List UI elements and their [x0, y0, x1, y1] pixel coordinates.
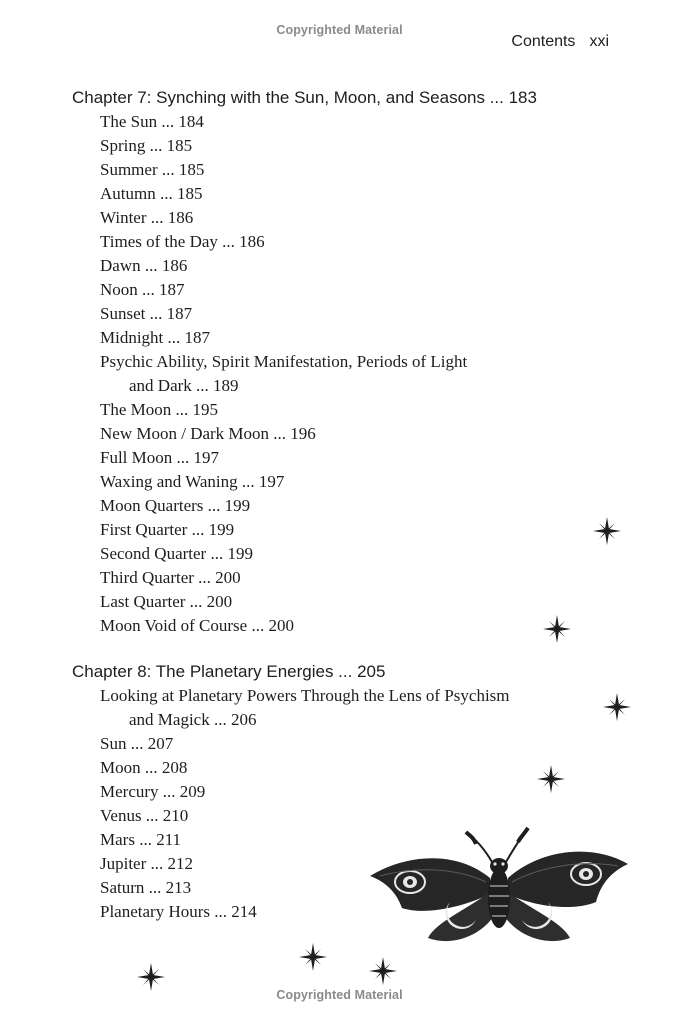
toc-entry: Saturn ... 213	[100, 878, 192, 897]
toc-entry: Noon ... 187	[100, 280, 185, 299]
toc-entry: The Moon ... 195	[100, 400, 219, 419]
toc-entry: Spring ... 185	[100, 136, 193, 155]
toc-entry: The Sun ... 184	[100, 112, 204, 131]
sparkle-star-icon	[368, 956, 398, 986]
toc-entry: Sunset ... 187	[100, 304, 193, 323]
toc-entry-line: Psychic Ability, Spirit Manifestation, Periods of Light	[100, 352, 468, 371]
toc-entry	[72, 684, 632, 732]
toc-entry: Moon Void of Course ... 200	[100, 616, 294, 635]
sparkle-star-icon	[592, 516, 622, 546]
toc-entry: Midnight ... 187	[100, 328, 211, 347]
toc-entry: Moon Quarters ... 199	[100, 496, 251, 515]
moth-illustration-icon	[366, 820, 632, 950]
toc-entry: Third Quarter ... 200	[100, 568, 241, 587]
toc-entry: Dawn ... 186	[100, 256, 188, 275]
toc-entry: Mars ... 211	[100, 830, 182, 849]
toc-entry: Last Quarter ... 200	[100, 592, 233, 611]
toc-entry: Second Quarter ... 199	[100, 544, 253, 563]
toc-entry: Times of the Day ... 186	[100, 232, 265, 251]
sparkle-star-icon	[298, 942, 328, 972]
table-of-contents	[72, 86, 632, 924]
toc-entry	[72, 350, 632, 398]
toc-entry: Venus ... 210	[100, 806, 189, 825]
toc-entry: Sun ... 207	[100, 734, 174, 753]
toc-entry: Autumn ... 185	[100, 184, 203, 203]
toc-entry: Summer ... 185	[100, 160, 205, 179]
toc-entry: Jupiter ... 212	[100, 854, 194, 873]
toc-entry: Mercury ... 209	[100, 782, 206, 801]
toc-entry: First Quarter ... 199	[100, 520, 235, 539]
running-head	[511, 33, 609, 51]
chapter-7-heading: Chapter 7: Synching with the Sun, Moon, and Seasons ... 183	[72, 88, 537, 107]
toc-entry-continuation: and Dark ... 189	[129, 376, 239, 395]
running-head-section: Contents	[511, 33, 576, 50]
toc-entry-continuation: and Magick ... 206	[129, 710, 257, 729]
watermark-top: Copyrighted Material	[276, 23, 403, 37]
toc-entry: New Moon / Dark Moon ... 196	[100, 424, 316, 443]
toc-entry: Full Moon ... 197	[100, 448, 220, 467]
sparkle-star-icon	[602, 692, 632, 722]
toc-entry: Moon ... 208	[100, 758, 188, 777]
chapter-8-heading: Chapter 8: The Planetary Energies ... 205	[72, 662, 386, 681]
sparkle-star-icon	[542, 614, 572, 644]
toc-entry: Waxing and Waning ... 197	[100, 472, 285, 491]
page-number: xxi	[589, 33, 609, 50]
toc-entry: Winter ... 186	[100, 208, 194, 227]
toc-entry: Planetary Hours ... 214	[100, 902, 257, 921]
sparkle-star-icon	[536, 764, 566, 794]
watermark-bottom: Copyrighted Material	[276, 988, 403, 1002]
toc-entry-line: Looking at Planetary Powers Through the Lens of Psychism	[100, 686, 510, 705]
